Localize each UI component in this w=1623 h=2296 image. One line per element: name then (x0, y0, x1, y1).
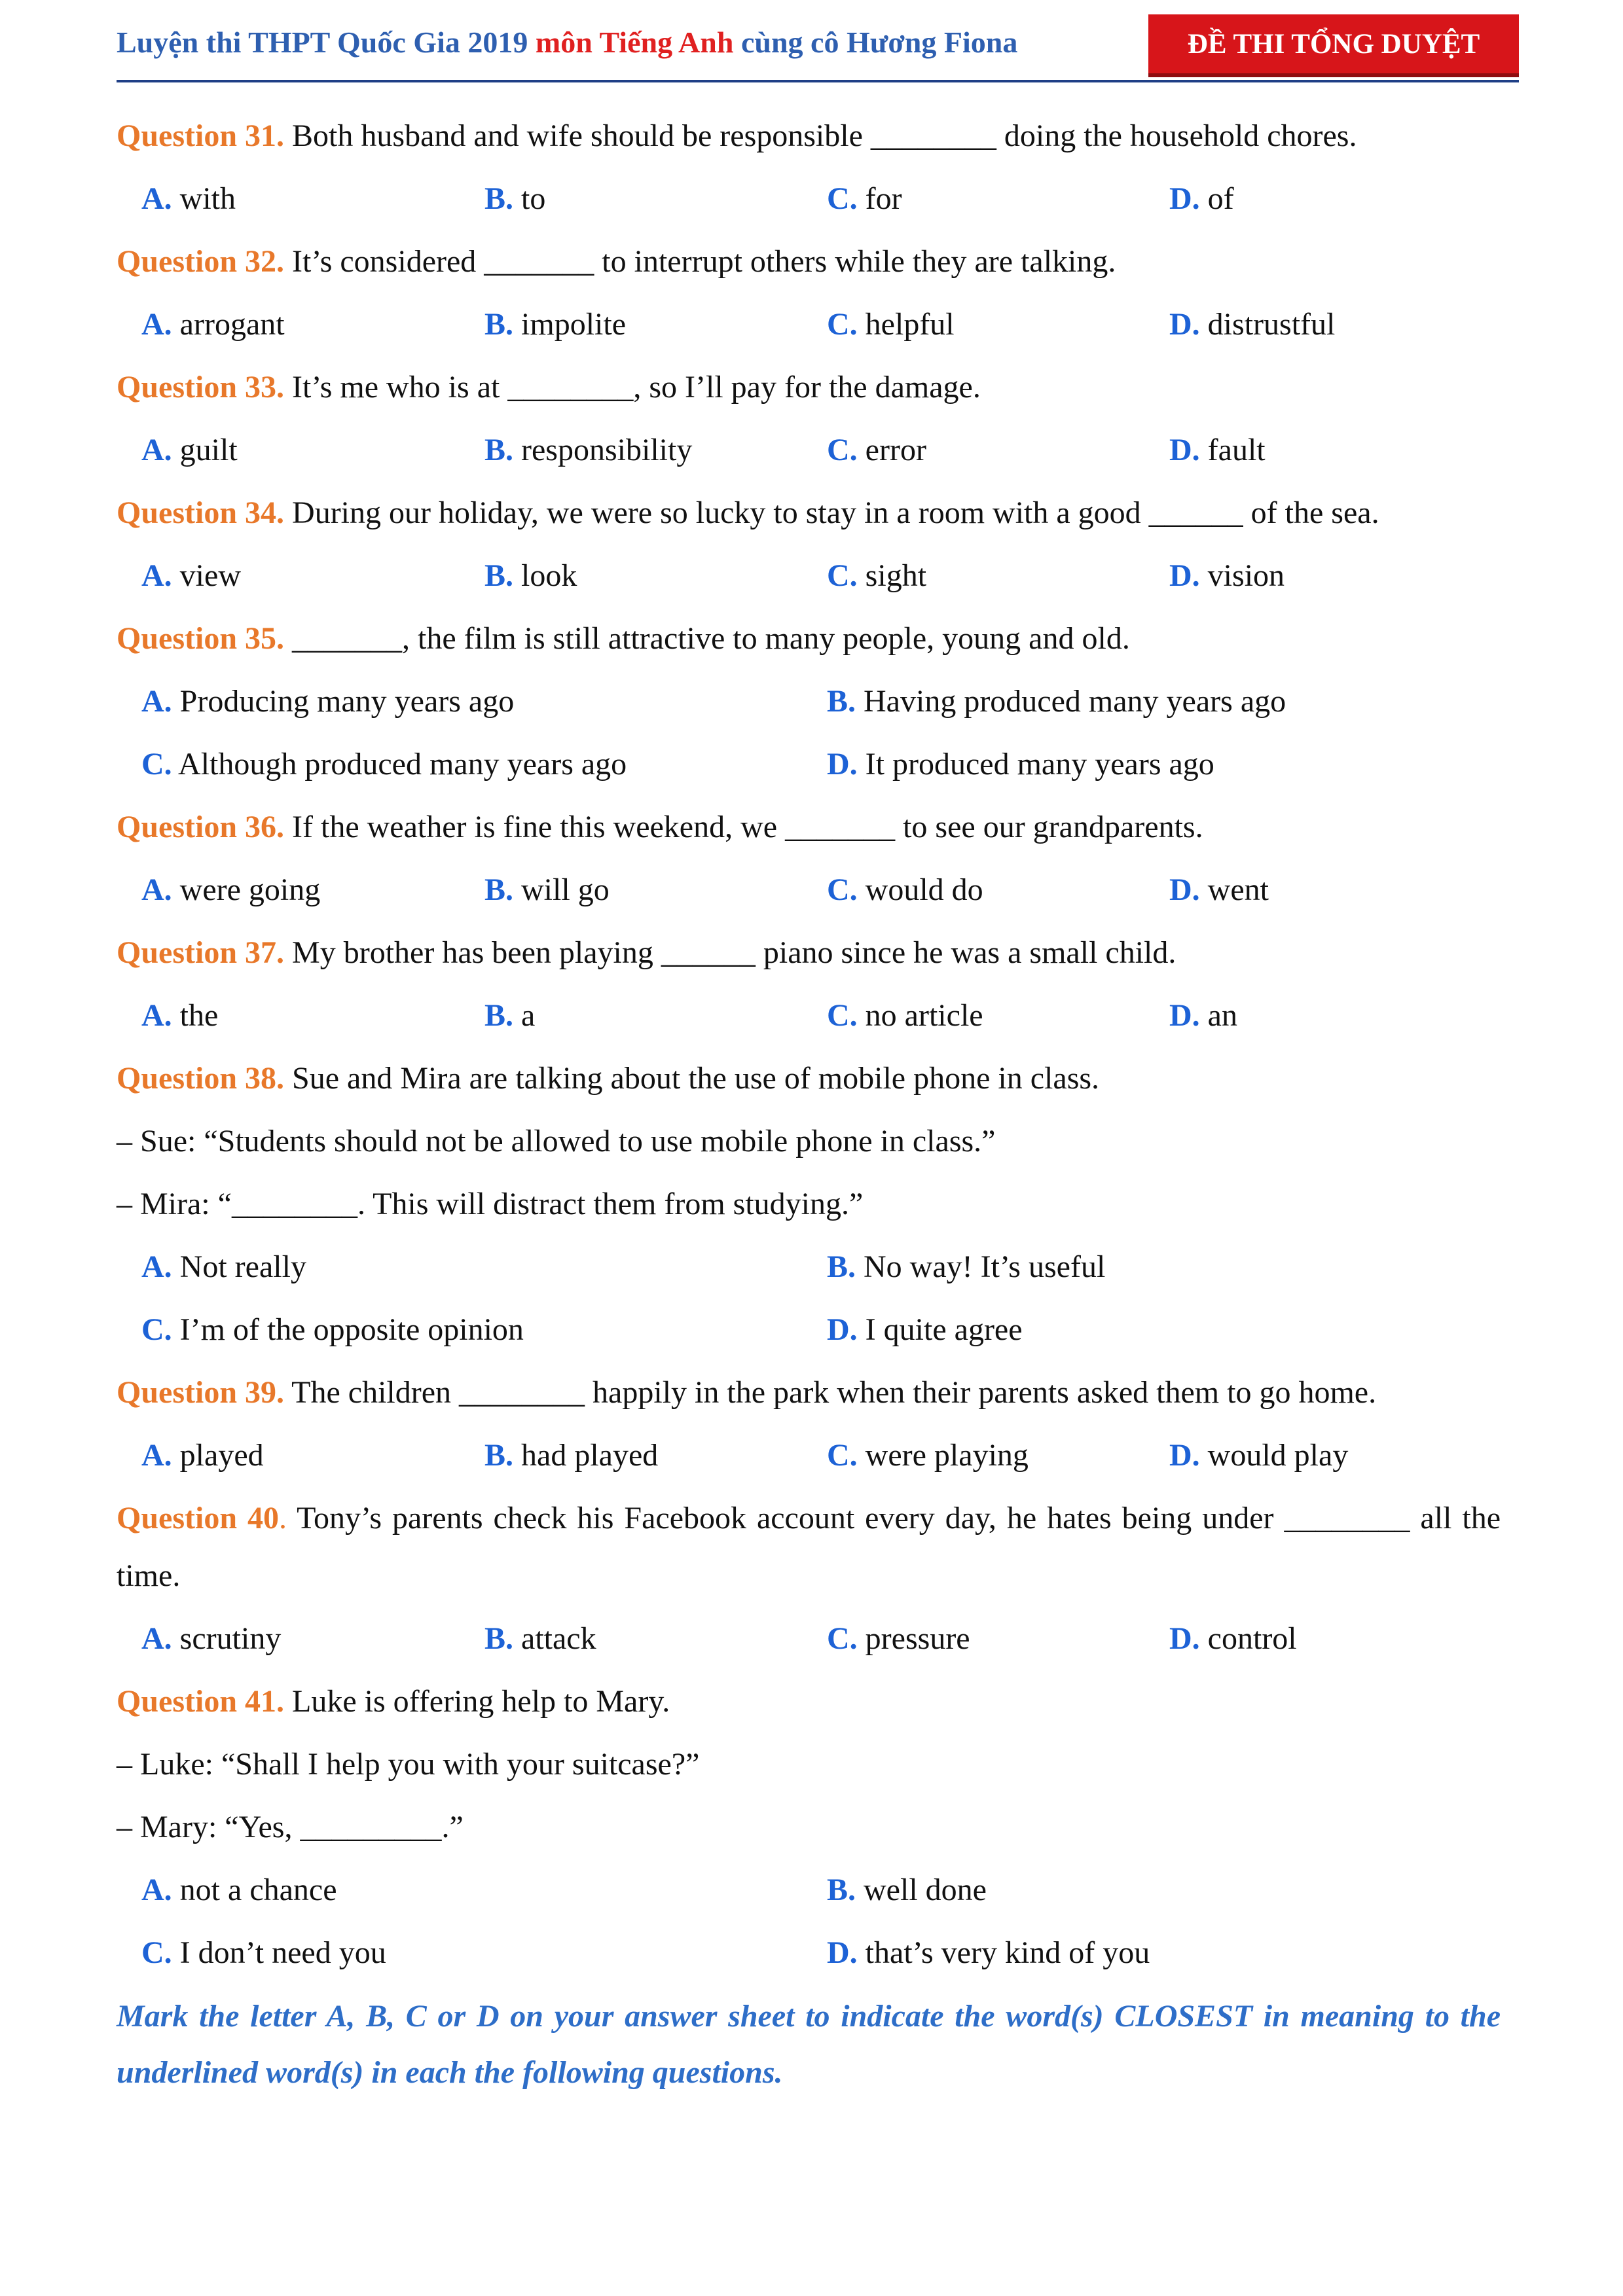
options-38-row1 (117, 1236, 1518, 1299)
option-letter: D. (1169, 433, 1200, 467)
option-text: well done (856, 1873, 987, 1907)
question-label: Question 36. (117, 810, 285, 844)
option-b (827, 1236, 1105, 1299)
option-letter: C. (827, 1438, 858, 1473)
question-label-sep: . (278, 1501, 287, 1535)
question-label: Question 31. (117, 118, 285, 153)
option-letter: D. (827, 747, 858, 781)
question-label: Question 35. (117, 621, 285, 656)
question-33 (117, 356, 1518, 419)
question-text: It’s me who is at ________, so I’ll pay for the damage. (284, 370, 981, 404)
option-d (1169, 545, 1285, 607)
option-letter: D. (1169, 872, 1200, 907)
option-text: arrogant (172, 307, 285, 342)
option-letter: A. (141, 1438, 172, 1473)
option-b (484, 419, 692, 482)
dialog-line: – Mary: “Yes, _________.” (117, 1810, 464, 1844)
option-letter: A. (141, 872, 172, 907)
option-letter: A. (141, 433, 172, 467)
questions-list (117, 105, 1518, 2101)
option-d (827, 1299, 1023, 1361)
question-39 (117, 1361, 1518, 1424)
option-d (1169, 293, 1335, 356)
option-b (484, 545, 577, 607)
question-41 (117, 1670, 1518, 1733)
option-d (827, 733, 1214, 796)
question-text: _______, the film is still attractive to many people, young and old. (284, 621, 1130, 656)
option-c (827, 1424, 1029, 1487)
question-text: If the weather is fine this weekend, we _______ to see our grandparents. (284, 810, 1203, 844)
option-letter: B. (484, 998, 514, 1033)
question-31 (117, 105, 1518, 168)
option-letter: A. (141, 558, 172, 593)
option-letter: A. (141, 1873, 172, 1907)
option-letter: B. (484, 181, 514, 216)
section-instruction: Mark the letter A, B, C or D on your answer sheet to indicate the word(s) CLOSEST in meaning to the underlined word(s) in each the following questions. (117, 1999, 1501, 2090)
option-c (827, 168, 902, 230)
option-c (827, 984, 983, 1047)
question-label: Question 34. (117, 495, 285, 530)
option-text: guilt (172, 433, 238, 467)
option-d (1169, 859, 1269, 922)
option-letter: C. (827, 433, 858, 467)
option-a (141, 1859, 337, 1922)
question-label: Question 41. (117, 1684, 285, 1719)
question-label: Question 38. (117, 1061, 285, 1096)
option-a (141, 670, 514, 733)
option-c (141, 733, 627, 796)
header-title-part1: Luyện thi THPT Quốc Gia 2019 (117, 26, 536, 59)
option-letter: B. (484, 558, 514, 593)
option-b (484, 859, 610, 922)
options-33 (117, 419, 1518, 482)
option-a (141, 984, 218, 1047)
option-c (141, 1299, 524, 1361)
options-40 (117, 1607, 1518, 1670)
question-40 (117, 1487, 1501, 1607)
option-text: an (1199, 998, 1237, 1033)
option-c (141, 1922, 386, 1984)
option-d (1169, 168, 1234, 230)
question-38 (117, 1047, 1518, 1110)
option-letter: B. (484, 1621, 514, 1656)
option-text: fault (1199, 433, 1266, 467)
option-letter: D. (827, 1312, 858, 1347)
option-letter: C. (827, 307, 858, 342)
option-c (827, 293, 955, 356)
option-text: vision (1199, 558, 1285, 593)
options-38-row2 (117, 1299, 1518, 1361)
option-letter: A. (141, 998, 172, 1033)
options-35-row1 (117, 670, 1518, 733)
option-c (827, 859, 983, 922)
option-text: Not really (172, 1249, 306, 1284)
option-b (484, 984, 535, 1047)
option-text: I don’t need you (172, 1935, 386, 1970)
option-a (141, 1424, 264, 1487)
question-label: Question 37. (117, 935, 285, 970)
option-text: that’s very kind of you (857, 1935, 1150, 1970)
options-41-row1 (117, 1859, 1518, 1922)
dialog-line: – Mira: “________. This will distract them from studying.” (117, 1187, 864, 1221)
option-c (827, 1607, 970, 1670)
option-text: helpful (857, 307, 955, 342)
question-36 (117, 796, 1518, 859)
option-letter: C. (141, 747, 172, 781)
option-text: Producing many years ago (172, 684, 515, 719)
option-letter: B. (827, 1873, 856, 1907)
option-text: I quite agree (857, 1312, 1023, 1347)
option-a (141, 1607, 281, 1670)
option-b (827, 1859, 987, 1922)
option-text: not a chance (172, 1873, 337, 1907)
header-title (117, 25, 1017, 60)
option-text: had played (513, 1438, 659, 1473)
option-a (141, 859, 320, 922)
question-label: Question 39. (117, 1375, 285, 1410)
option-text: distrustful (1199, 307, 1336, 342)
option-letter: C. (827, 1621, 858, 1656)
page-header (117, 14, 1519, 85)
header-badge: ĐỀ THI TỔNG DUYỆT (1148, 14, 1519, 77)
option-letter: D. (1169, 998, 1200, 1033)
option-text: I’m of the opposite opinion (172, 1312, 524, 1347)
option-a (141, 545, 241, 607)
option-text: error (857, 433, 926, 467)
option-b (484, 293, 626, 356)
option-letter: A. (141, 307, 172, 342)
options-32 (117, 293, 1518, 356)
options-31 (117, 168, 1518, 230)
option-text: played (172, 1438, 264, 1473)
option-text: pressure (857, 1621, 970, 1656)
option-b (484, 1607, 596, 1670)
option-letter: C. (827, 181, 858, 216)
option-text: were playing (857, 1438, 1029, 1473)
question-text: Sue and Mira are talking about the use of mobile phone in class. (284, 1061, 1100, 1096)
option-letter: B. (484, 872, 514, 907)
question-text: Tony’s parents check his Facebook account every day, he hates being under ________ all the time. (117, 1501, 1501, 1593)
options-34 (117, 545, 1518, 607)
options-41-row2 (117, 1922, 1518, 1984)
option-letter: D. (1169, 307, 1200, 342)
option-letter: C. (827, 558, 858, 593)
option-text: would play (1199, 1438, 1349, 1473)
option-letter: C. (827, 998, 858, 1033)
option-text: the (172, 998, 219, 1033)
option-text: for (857, 181, 902, 216)
option-text: will go (513, 872, 610, 907)
option-letter: B. (484, 433, 514, 467)
option-a (141, 293, 285, 356)
option-d (1169, 1607, 1297, 1670)
option-b (484, 168, 545, 230)
option-a (141, 1236, 306, 1299)
option-d (1169, 984, 1237, 1047)
option-c (827, 545, 926, 607)
option-letter: B. (827, 684, 856, 719)
question-text: Luke is offering help to Mary. (284, 1684, 670, 1719)
option-text: scrutiny (172, 1621, 282, 1656)
option-letter: A. (141, 1621, 172, 1656)
dialog-line: – Luke: “Shall I help you with your suitcase?” (117, 1747, 700, 1782)
option-letter: B. (484, 307, 514, 342)
question-label: Question 33. (117, 370, 285, 404)
option-text: attack (513, 1621, 596, 1656)
option-text: look (513, 558, 577, 593)
option-text: a (513, 998, 536, 1033)
option-a (141, 168, 236, 230)
question-text: Both husband and wife should be responsible ________ doing the household chores. (284, 118, 1357, 153)
option-letter: A. (141, 181, 172, 216)
option-text: with (172, 181, 236, 216)
option-text: of (1199, 181, 1234, 216)
option-letter: A. (141, 1249, 172, 1284)
question-text: During our holiday, we were so lucky to stay in a room with a good ______ of the sea. (284, 495, 1379, 530)
question-37 (117, 922, 1518, 984)
option-c (827, 419, 926, 482)
option-letter: C. (827, 872, 858, 907)
option-text: It produced many years ago (857, 747, 1214, 781)
option-d (1169, 1424, 1348, 1487)
option-letter: B. (484, 1438, 514, 1473)
option-text: sight (857, 558, 927, 593)
header-title-subject: môn Tiếng Anh (535, 26, 734, 59)
options-36 (117, 859, 1518, 922)
question-text: The children ________ happily in the park when their parents asked them to go home. (284, 1375, 1377, 1410)
question-34 (117, 482, 1518, 545)
option-text: view (172, 558, 241, 593)
option-a (141, 419, 238, 482)
header-title-part3: cùng cô Hương Fiona (733, 26, 1018, 59)
option-text: Although produced many years ago (172, 747, 627, 781)
option-text: would do (857, 872, 983, 907)
option-text: went (1199, 872, 1269, 907)
option-text: No way! It’s useful (856, 1249, 1106, 1284)
option-letter: C. (141, 1312, 172, 1347)
option-text: Having produced many years ago (856, 684, 1286, 719)
option-letter: B. (827, 1249, 856, 1284)
option-letter: D. (1169, 1438, 1200, 1473)
options-37 (117, 984, 1518, 1047)
option-letter: D. (1169, 558, 1200, 593)
option-d (1169, 419, 1266, 482)
option-text: no article (857, 998, 983, 1033)
option-text: to (513, 181, 546, 216)
option-text: control (1199, 1621, 1297, 1656)
question-35 (117, 607, 1518, 670)
options-39 (117, 1424, 1518, 1487)
dialog-line: – Sue: “Students should not be allowed to use mobile phone in class.” (117, 1124, 996, 1158)
options-35-row2 (117, 733, 1518, 796)
option-text: impolite (513, 307, 626, 342)
option-letter: A. (141, 684, 172, 719)
option-letter: D. (1169, 1621, 1200, 1656)
question-label: Question 32. (117, 244, 285, 279)
option-letter: C. (141, 1935, 172, 1970)
option-b (484, 1424, 658, 1487)
option-text: were going (172, 872, 321, 907)
question-text: It’s considered _______ to interrupt others while they are talking. (284, 244, 1116, 279)
question-label: Question 40 (117, 1501, 279, 1535)
option-letter: D. (1169, 181, 1200, 216)
option-b (827, 670, 1286, 733)
option-d (827, 1922, 1150, 1984)
option-text: responsibility (513, 433, 693, 467)
header-divider (117, 80, 1519, 82)
option-letter: D. (827, 1935, 858, 1970)
question-32 (117, 230, 1518, 293)
question-text: My brother has been playing ______ piano since he was a small child. (284, 935, 1176, 970)
